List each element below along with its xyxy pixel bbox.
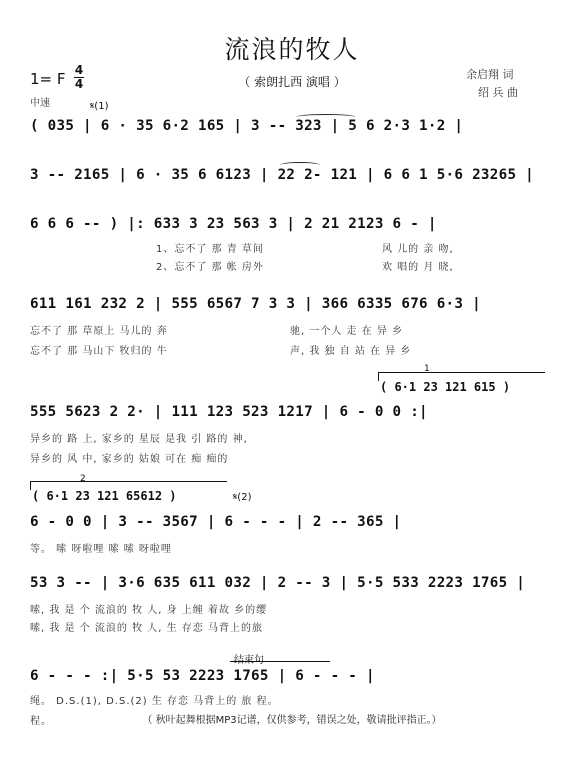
transcriber-footnote: （ 秋叶起舞根据MP3记谱，仅供参考，错误之处，敬请批评指正。） <box>142 715 442 726</box>
composer-credit: 绍 兵 曲 <box>478 86 518 99</box>
tempo-marking: 中速 <box>30 98 50 109</box>
lyric-line-4a-cont: 驰, 一个人 走 在 异 乡 <box>290 326 404 337</box>
lyric-line-8b: 程。 <box>30 716 52 727</box>
lyric-verse1-b: 风 儿的 亲 吻, <box>382 244 454 255</box>
volta-first-notes: ( 6·1 23 121 615 ) <box>380 380 511 394</box>
volta-second-number: 2 <box>80 474 86 484</box>
singer-credit: （ 索朗扎西 演唱 ） <box>238 75 346 89</box>
time-signature <box>74 64 84 91</box>
key-signature: 1= F <box>30 70 66 88</box>
lyric-line-4b-cont: 声, 我 独 自 站 在 异 乡 <box>290 346 412 357</box>
score-line-7: 53 3 -- | 3·6 635 611 032 | 2 -- 3 | 5·5 533 2223 1765 | <box>30 575 526 591</box>
lyric-verse1-a: 1、忘不了 那 青 草间 <box>156 244 264 255</box>
coda-label: 结束句 <box>234 655 264 666</box>
lyric-line-8: 绳。 D.S.(1), D.S.(2) 生 存恋 马背上的 旅 程。 <box>30 696 279 707</box>
lyric-verse2-b: 欢 唱的 月 晓, <box>382 262 454 273</box>
lyricist-credit: 余启翔 词 <box>466 68 514 81</box>
lyric-line-4a: 忘不了 那 草原上 马儿的 奔 <box>30 326 168 337</box>
score-line-3: 6 6 6 -- ) |: 633 3 23 563 3 | 2 21 2123 6 - | <box>30 216 437 232</box>
segno-1-icon: 𝄋(1) <box>90 101 109 112</box>
time-top: 4 <box>74 63 84 77</box>
tie-mark <box>296 114 356 120</box>
score-line-5: 555 5623 2 2· | 111 123 523 1217 | 6 - 0 0 :| <box>30 404 428 420</box>
lyric-line-5a: 异乡的 路 上, 家乡的 星辰 是我 引 路的 神, <box>30 434 248 445</box>
lyric-line-4b: 忘不了 那 马山下 牧归的 牛 <box>30 346 168 357</box>
lyric-line-7b: 嗦, 我 是 个 流浪的 牧 人, 生 存恋 马背上的旅 <box>30 623 263 634</box>
lyric-line-6: 等。 嗦 呀啦哩 嗦 嗦 呀啦哩 <box>30 544 172 555</box>
song-title: 流浪的牧人 <box>224 35 360 64</box>
lyric-verse2-a: 2、忘不了 那 帐 房外 <box>156 262 264 273</box>
segno-2-icon: 𝄋(2) <box>233 492 252 503</box>
score-line-6: 6 - 0 0 | 3 -- 3567 | 6 - - - | 2 -- 365 | <box>30 514 402 530</box>
volta-first-number: 1 <box>424 364 430 374</box>
volta-second-notes: ( 6·1 23 121 65612 ) <box>32 489 177 503</box>
tie-mark <box>280 162 320 168</box>
lyric-line-5b: 异乡的 风 中, 家乡的 姑娘 可在 痴 痴的 <box>30 454 229 465</box>
score-line-1: ( 035 | 6 · 35 6·2 165 | 3 -- 323 | 5 6 2·3 1·2 | <box>30 118 464 134</box>
score-line-8: 6 - - - :| 5·5 53 2223 1765 | 6 - - - | <box>30 668 375 684</box>
time-bottom: 4 <box>74 77 84 91</box>
score-line-4: 611 161 232 2 | 555 6567 7 3 3 | 366 6335 676 6·3 | <box>30 296 481 312</box>
lyric-line-7a: 嗦, 我 是 个 流浪的 牧 人, 身 上缠 着故 乡的缨 <box>30 605 268 616</box>
score-line-2: 3 -- 2165 | 6 · 35 6 6123 | 22 2- 121 | 6 6 1 5·6 23265 | <box>30 167 534 183</box>
